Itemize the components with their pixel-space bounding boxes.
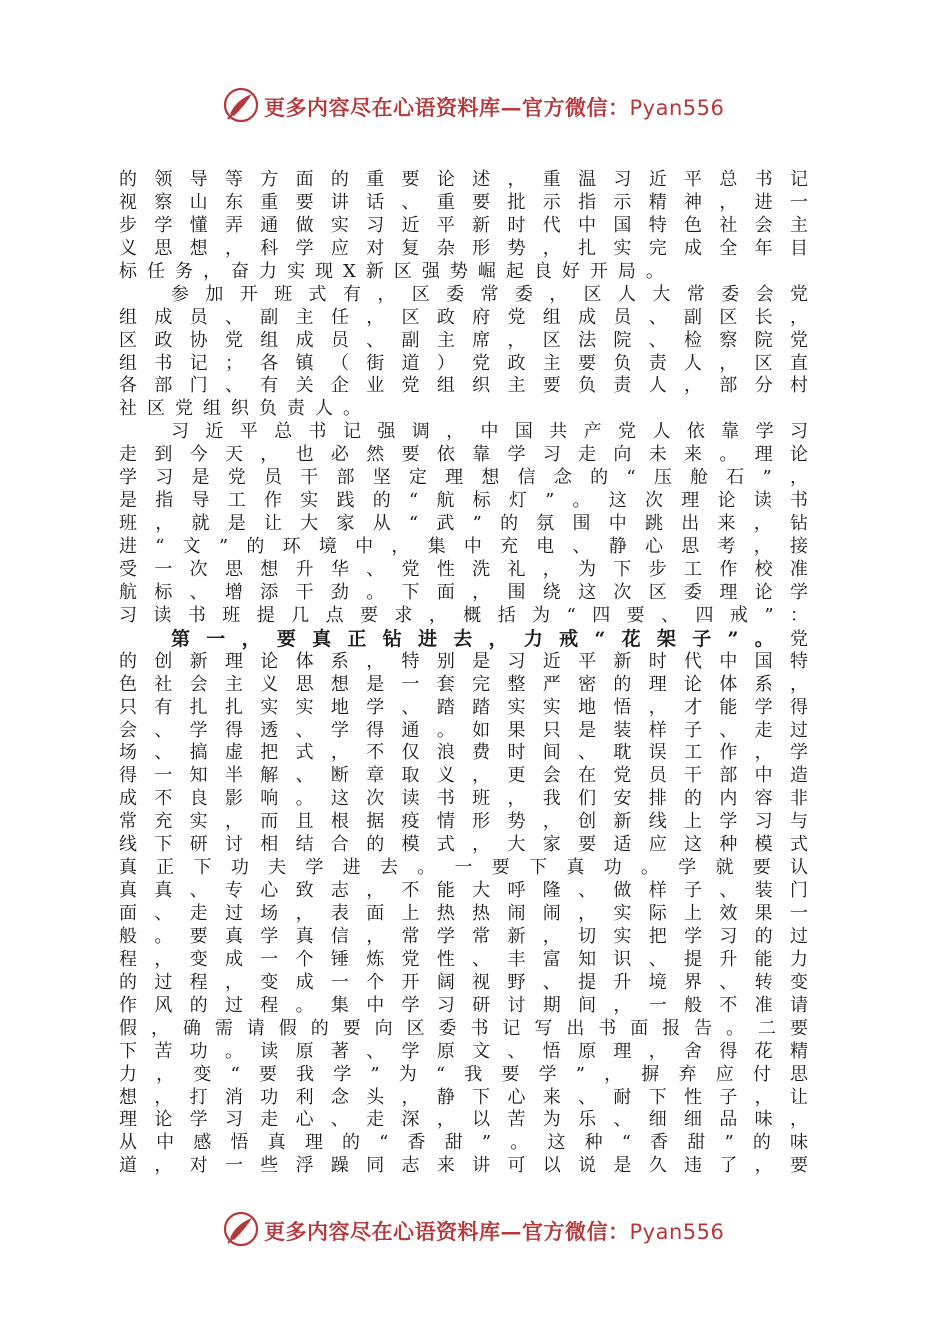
text-line: 受一次思想升华、党性洗礼，为下步工作校准 (119, 558, 808, 580)
text-line: 理论学习走心、走深，以苦为乐、细细品味， (119, 1109, 808, 1131)
text-line: 习近平总书记强调，中国共产党人依靠学习 (171, 421, 808, 443)
text-line: 面、走过场，表面上热热闹闹，实际上效果一 (119, 903, 808, 924)
text-line: 社区党组织负责人。 (119, 398, 371, 420)
text-line: 只有扎扎实实地学、踏踏实实地悟，才能学得 (119, 696, 808, 718)
banner-text: 更多内容尽在心语资料库—官方微信： (264, 1219, 630, 1244)
lead-tail: 党 (790, 628, 808, 650)
text-line: 步学懂弄通做实习近平新时代中国特色社会主 (119, 214, 808, 236)
text-line: 进“文”的环境中，集中充电、静心思考，接 (119, 536, 808, 557)
pen-logo-icon (222, 86, 260, 124)
text-line: 真正下功夫学进去。一要下真功。学就要认 (119, 857, 808, 879)
text-line: 的过程，变成一个开阔视野、提升境界、转变 (119, 971, 808, 993)
text-line: 场、搞虚把式，不仅浪费时间、耽误工作，学 (119, 742, 808, 764)
pen-logo-icon (222, 1210, 260, 1248)
text-line: 真真、专心致志，不能大呼隆、做样子、装门 (119, 880, 808, 902)
text-line: 组书记；各镇（街道）党政主要负责人，区直 (119, 352, 808, 374)
text-line: 力，变“要我学”为“我要学”，摒弃应付思 (119, 1063, 808, 1085)
text-line: 会、学得透、学得通。如果只是装样子、走过 (119, 719, 808, 741)
paragraph (119, 169, 808, 284)
text-line: 区政协党组成员、副主席，区法院、检察院党 (119, 329, 808, 351)
document-body (119, 169, 808, 1178)
lead-line (119, 628, 808, 651)
text-line: 道，对一些浮躁同志来讲可以说是久违了，要 (119, 1155, 808, 1177)
text-line: 线下研讨相结合的模式，大家要适应这种模式 (119, 834, 808, 856)
footer-banner (0, 1208, 950, 1252)
text-line: 的领导等方面的重要论述，重温习近平总书记 (119, 169, 808, 190)
text-line: 走到今天，也必然要依靠学习走向未来。理论 (119, 444, 808, 466)
text-line: 参加开班式有，区委常委，区人大常委会党 (171, 283, 808, 305)
wechat-id: Pyan556 (629, 1220, 725, 1244)
text-line: 习读书班提几点要求，概括为“四要、四戒”： (119, 604, 808, 626)
text-line: 程，变成一个锤炼党性、丰富知识、提升能力 (119, 948, 808, 970)
text-line: 的创新理论体系，特别是习近平新时代中国特 (119, 650, 808, 672)
text-line: 从中感悟真理的“香甜”。这种“香甜”的味 (119, 1132, 808, 1154)
text-line: 学习是党员干部坚定理想信念的“压舱石”， (119, 467, 808, 489)
paragraph (119, 284, 808, 422)
text-line: 成不良影响。这次读书班，我们安排的内容非 (119, 788, 808, 810)
wechat-id: Pyan556 (629, 96, 725, 120)
banner-text: 更多内容尽在心语资料库—官方微信： (264, 95, 630, 120)
text-line: 下苦功。读原著、学原文、悟原理，舍得花精 (119, 1040, 808, 1062)
header-banner (0, 84, 950, 128)
text-line: 航标、增添干劲。下面，围绕这次区委理论学 (119, 581, 808, 603)
banner-caption (264, 92, 724, 122)
section-heading: 第一，要真正钻进去，力戒“花架子”。 (171, 627, 790, 650)
text-line: 假，确需请假的要向区委书记写出书面报告。二要 (119, 1017, 808, 1039)
text-line: 班，就是让大家从“武”的氛围中跳出来，钻 (119, 513, 808, 535)
text-line: 组成员、副主任，区政府党组成员、副区长， (119, 306, 808, 328)
text-line: 是指导工作实践的“航标灯”。这次理论读书 (119, 490, 808, 512)
text-line: 色社会主义思想是一套完整严密的理论体系， (119, 673, 808, 695)
banner-caption (264, 1216, 724, 1246)
text-line: 般。要真学真信，常学常新，切实把学习的过 (119, 925, 808, 947)
paragraph (119, 628, 808, 1179)
text-line: 义思想，科学应对复杂形势，扎实完成全年目 (119, 237, 808, 259)
text-line: 作风的过程。集中学习研讨期间，一般不准请 (119, 994, 808, 1016)
text-line: 想，打消功利念头，静下心来、耐下性子，让 (119, 1086, 808, 1108)
text-line: 视察山东重要讲话、重要批示指示精神，进一 (119, 191, 808, 213)
text-line: 常充实，而且根据疫情形势，创新线上学习与 (119, 811, 808, 833)
text-line: 得一知半解、断章取义，更会在党员干部中造 (119, 765, 808, 787)
text-line: 各部门、有关企业党组织主要负责人，部分村 (119, 375, 808, 397)
text-line: 标任务，奋力实现X新区强势崛起良好开局。 (119, 260, 674, 282)
paragraph (119, 421, 808, 627)
